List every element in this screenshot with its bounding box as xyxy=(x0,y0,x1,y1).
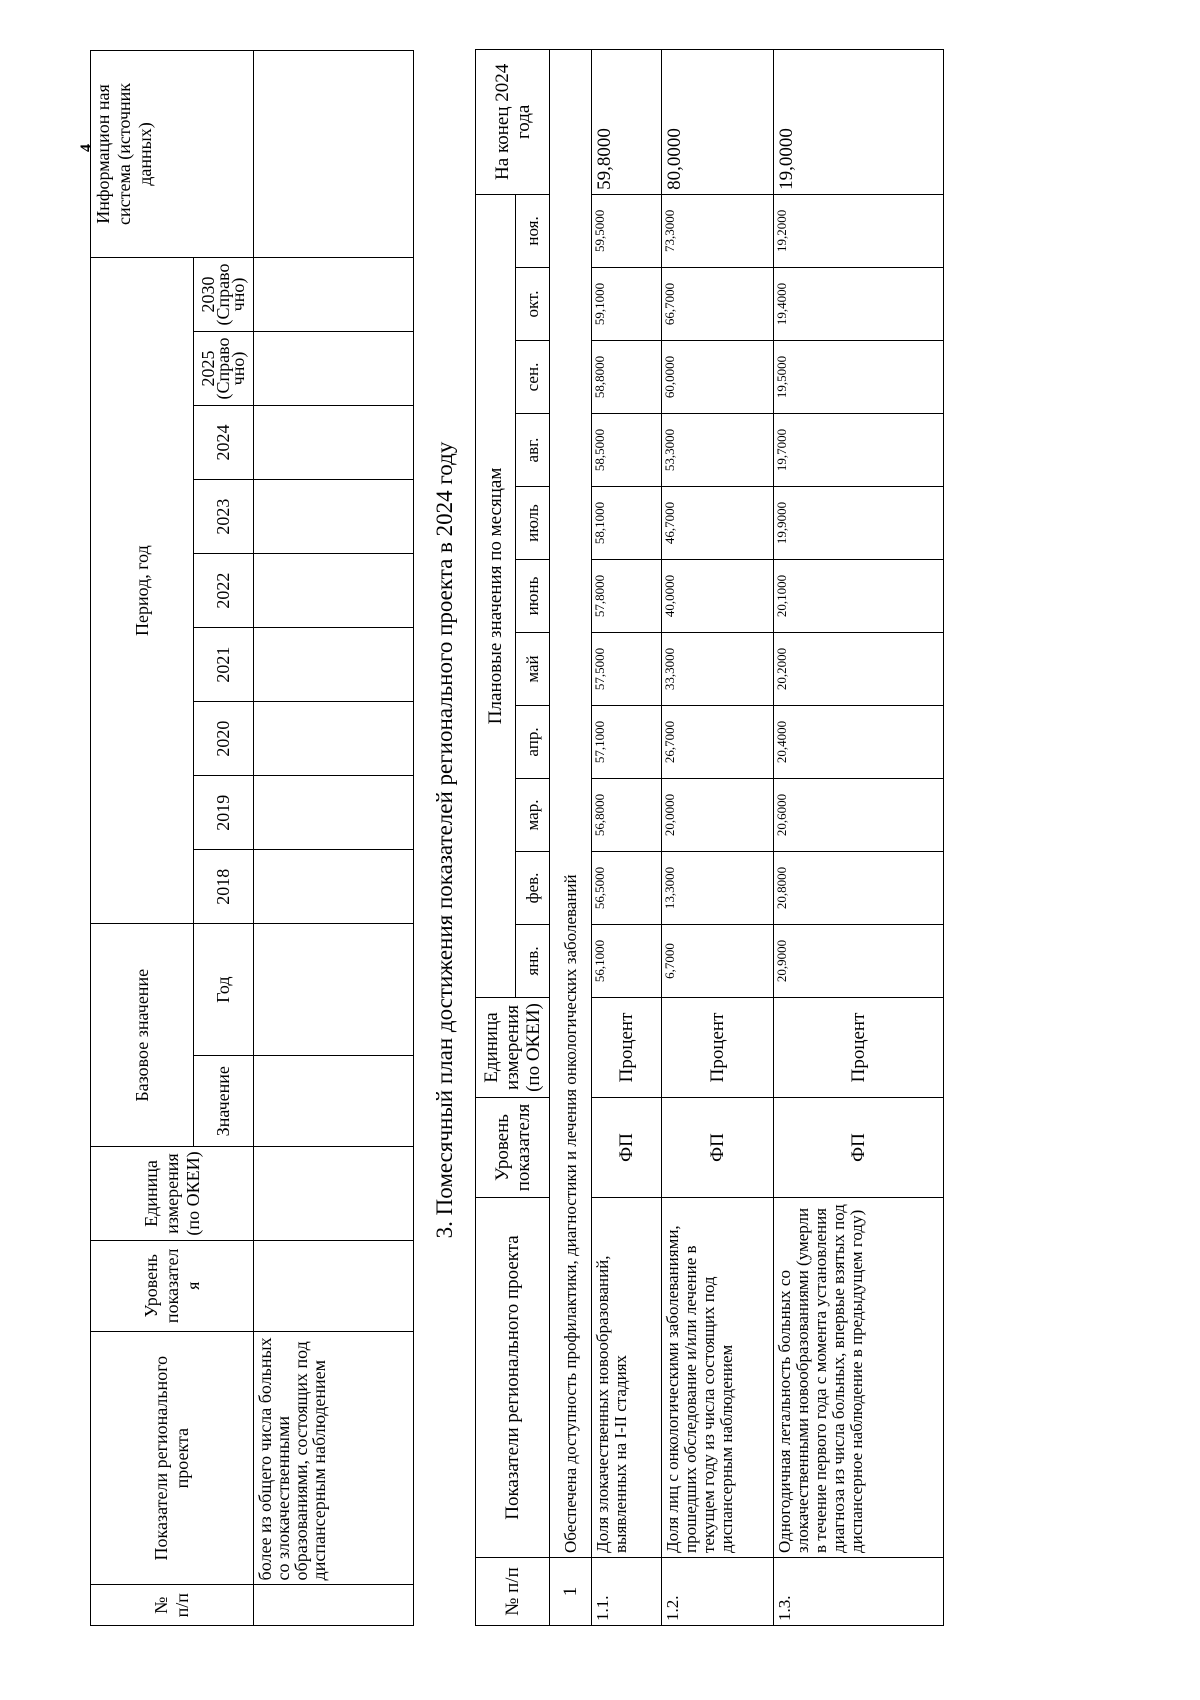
table-cell xyxy=(254,628,414,702)
col-indicator-header: Показатели регионального проекта xyxy=(91,1331,254,1585)
col-level-header: Уровень показателя xyxy=(476,1098,550,1198)
col-indicator-header: Показатели регионального проекта xyxy=(476,1198,550,1558)
month-header: янв. xyxy=(516,925,550,998)
monthly-plan-table xyxy=(475,49,944,1626)
group-number: 1 xyxy=(550,1558,592,1626)
month-header: ноя. xyxy=(516,194,550,267)
month-value: 59,1000 xyxy=(592,268,662,341)
table-cell xyxy=(254,406,414,480)
table-cell xyxy=(254,924,414,1056)
row-unit: Процент xyxy=(774,998,944,1098)
month-value: 60,0000 xyxy=(662,341,774,414)
month-header: июль xyxy=(516,487,550,560)
row-level: ФП xyxy=(774,1098,944,1198)
row-number: 1.2. xyxy=(662,1558,774,1626)
row-number: 1.3. xyxy=(774,1558,944,1626)
table-cell xyxy=(254,850,414,924)
table-cell xyxy=(254,702,414,776)
row-indicator: Доля злокачественных новообразований, выявленных на I-II стадиях xyxy=(592,1198,662,1558)
year-header: 2030 (Справо чно) xyxy=(194,257,254,331)
table-cell xyxy=(254,1056,414,1147)
month-value: 20,9000 xyxy=(774,925,944,998)
year-header: 2024 xyxy=(194,406,254,480)
table-row xyxy=(662,49,774,1625)
base-value-header: Значение xyxy=(194,1056,254,1147)
month-value: 73,3000 xyxy=(662,194,774,267)
month-value: 20,4000 xyxy=(774,706,944,779)
col-period-header: Период, год xyxy=(91,257,194,923)
month-value: 57,5000 xyxy=(592,633,662,706)
end-value: 80,0000 xyxy=(662,49,774,194)
month-value: 26,7000 xyxy=(662,706,774,779)
indicator-cell: более из общего числа больных со злокачественными образованиями, состоящих под диспансерным наблюдением xyxy=(254,1331,414,1585)
month-header: июнь xyxy=(516,560,550,633)
month-value: 19,4000 xyxy=(774,268,944,341)
table-cell xyxy=(254,257,414,331)
table-cell xyxy=(254,480,414,554)
month-value: 33,3000 xyxy=(662,633,774,706)
row-indicator: Одногодичная летальность больных со злокачественными новообразованиями (умерли в течение первого года с момента установления диагноза из числа больных, впервые взятых под диспансерное наблюдение в предыдущем году) xyxy=(774,1198,944,1558)
month-value: 19,9000 xyxy=(774,487,944,560)
table-row xyxy=(592,49,662,1625)
col-unit-header: Единица измерения (по ОКЕИ) xyxy=(476,998,550,1098)
col-level-header: Уровень показател я xyxy=(91,1240,254,1331)
month-value: 19,5000 xyxy=(774,341,944,414)
row-number: 1.1. xyxy=(592,1558,662,1626)
month-value: 20,8000 xyxy=(774,852,944,925)
month-value: 53,3000 xyxy=(662,414,774,487)
month-value: 58,5000 xyxy=(592,414,662,487)
col-info-header: Информацион ная система (источник данных) xyxy=(91,51,254,258)
table-cell xyxy=(254,1147,414,1240)
year-header: 2023 xyxy=(194,480,254,554)
month-value: 58,1000 xyxy=(592,487,662,560)
month-value: 56,1000 xyxy=(592,925,662,998)
table-cell xyxy=(254,1240,414,1331)
row-level: ФП xyxy=(662,1098,774,1198)
month-header: сен. xyxy=(516,341,550,414)
document-page xyxy=(70,40,1170,1640)
month-value: 20,1000 xyxy=(774,560,944,633)
month-value: 19,7000 xyxy=(774,414,944,487)
col-monthly-header: Плановые значения по месяцам xyxy=(476,194,516,997)
col-num-header: № п/п xyxy=(476,1558,550,1626)
col-end-header: На конец 2024 года xyxy=(476,49,550,194)
row-level: ФП xyxy=(592,1098,662,1198)
month-header: май xyxy=(516,633,550,706)
end-value: 59,8000 xyxy=(592,49,662,194)
year-header: 2020 xyxy=(194,702,254,776)
month-value: 20,2000 xyxy=(774,633,944,706)
month-value: 57,1000 xyxy=(592,706,662,779)
col-unit-header: Единица измерения (по ОКЕИ) xyxy=(91,1147,254,1240)
year-header: 2018 xyxy=(194,850,254,924)
table-cell xyxy=(254,554,414,628)
col-num-header: № п/п xyxy=(91,1585,254,1626)
row-indicator: Доля лиц с онкологическими заболеваниями, прошедших обследование и/или лечение в текущем году из числа состоящих под диспансерным наблюдением xyxy=(662,1198,774,1558)
month-header: мар. xyxy=(516,779,550,852)
year-header: 2022 xyxy=(194,554,254,628)
month-value: 59,5000 xyxy=(592,194,662,267)
month-value: 20,0000 xyxy=(662,779,774,852)
month-value: 6,7000 xyxy=(662,925,774,998)
month-value: 46,7000 xyxy=(662,487,774,560)
end-value: 19,0000 xyxy=(774,49,944,194)
month-value: 56,5000 xyxy=(592,852,662,925)
indicators-table xyxy=(90,50,414,1626)
row-unit: Процент xyxy=(662,998,774,1098)
group-title: Обеспечена доступность профилактики, диагностики и лечения онкологических заболеваний xyxy=(550,49,592,1557)
table-cell xyxy=(254,51,414,258)
month-header: апр. xyxy=(516,706,550,779)
base-year-header: Год xyxy=(194,924,254,1056)
month-value: 19,2000 xyxy=(774,194,944,267)
table-row xyxy=(774,49,944,1625)
year-header: 2021 xyxy=(194,628,254,702)
month-header: окт. xyxy=(516,268,550,341)
month-value: 66,7000 xyxy=(662,268,774,341)
month-value: 57,8000 xyxy=(592,560,662,633)
row-unit: Процент xyxy=(592,998,662,1098)
section-title: 3. Помесячный план достижения показателей регионального проекта в 2024 году xyxy=(432,441,457,1239)
col-base-header: Базовое значение xyxy=(91,924,194,1147)
month-value: 20,6000 xyxy=(774,779,944,852)
month-value: 40,0000 xyxy=(662,560,774,633)
month-value: 58,8000 xyxy=(592,341,662,414)
page-number: 4 xyxy=(78,144,95,152)
month-value: 13,3000 xyxy=(662,852,774,925)
year-header: 2019 xyxy=(194,776,254,850)
month-value: 56,8000 xyxy=(592,779,662,852)
table-cell xyxy=(254,331,414,405)
month-header: авг. xyxy=(516,414,550,487)
year-header: 2025 (Справо чно) xyxy=(194,331,254,405)
month-header: фев. xyxy=(516,852,550,925)
table-cell xyxy=(254,776,414,850)
table-cell xyxy=(254,1585,414,1626)
